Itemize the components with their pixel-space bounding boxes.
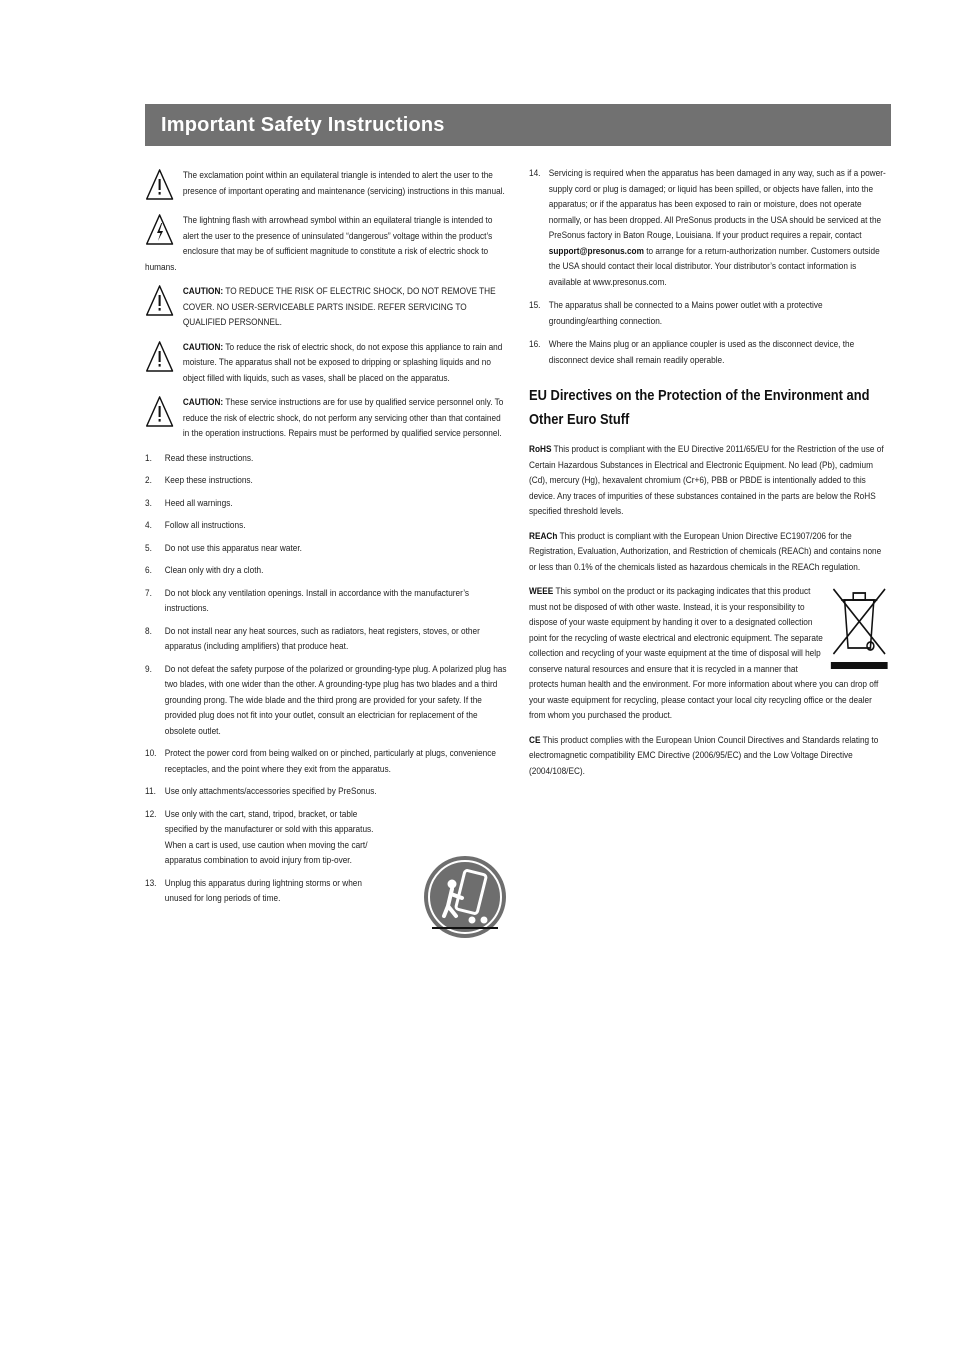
warning-label: CAUTION: bbox=[182, 397, 224, 408]
list-item bbox=[145, 563, 507, 579]
warning-body: The lightning flash with arrowhead symbol within an equilateral triangle is intended to alert the user to the presence of uninsulated “dangerous” voltage within the product’s enclosure that may be of sufficient magnitude to constitute a risk of electric shock to humans. bbox=[145, 215, 493, 273]
eu-label: REACh bbox=[529, 530, 558, 542]
warning-body: To reduce the risk of electric shock, do not expose this appliance to rain and moisture. The apparatus shall not be exposed to dripping or splashing liquids and no object filled with liquids, such as vases, shall be placed on the apparatus. bbox=[182, 341, 503, 384]
item-number: 15. bbox=[529, 300, 541, 311]
eu-section-title: EU Directives on the Protection of the Environment and Other Euro Stuff bbox=[529, 387, 870, 428]
warning-block bbox=[145, 213, 507, 275]
list-item bbox=[145, 473, 507, 489]
item-number: 3. bbox=[145, 497, 152, 509]
warning-body: The exclamation point within an equilateral triangle is intended to alert the user to the presence of important operating and maintenance (servicing) instructions in this manual. bbox=[182, 170, 505, 197]
item-number: 7. bbox=[145, 587, 152, 599]
list-item bbox=[145, 541, 507, 557]
item-text: Do not defeat the safety purpose of the polarized or grounding-type plug. A polarized plug has two blades, with one wider than the other. A grounding-type plug has two blades and a third grounding prong. The wide blade and the third prong are provided for your safety. If the provided plug does not fit into your outlet, consult an electrician for replacement of the obsolete outlet. bbox=[164, 663, 507, 737]
item-text: Use only with the cart, stand, tripod, bracket, or table specified by the manufacturer or sold with this apparatus. When a cart is used, use caution when moving the cart/ apparatus combination to avoid injury from tip-over. bbox=[164, 808, 374, 866]
eu-paragraph bbox=[529, 584, 889, 724]
eu-directives bbox=[529, 442, 889, 779]
warning-label: CAUTION: bbox=[182, 286, 224, 297]
item-text: The apparatus shall be connected to a Mains power outlet with a protective grounding/earthing connection. bbox=[548, 300, 823, 327]
item-text: Do not install near any heat sources, such as radiators, heat registers, stoves, or other apparatus (including amplifiers) that produce heat. bbox=[164, 625, 480, 652]
item-text: Follow all instructions. bbox=[164, 520, 246, 531]
list-item bbox=[145, 518, 507, 534]
eu-paragraph bbox=[529, 733, 889, 780]
right-column bbox=[529, 166, 889, 788]
item-text-cont: to arrange for a return-authorization number. Customers outside the USA should contact their local distributor. Your distributor’s contact information is available at www.presonus.com. bbox=[548, 245, 880, 288]
eu-text: This product is compliant with the EU Directive 2011/65/EU for the Restriction of the use of Certain Hazardous Substances in Electrical and Electronic Equipment. No lead (Pb), cadmium (Cd), mercury (Hg), hexavalent chromium (Cr+6), PBB or PBDE is intentionally added to this device. Any traces of impurities of these substances contained in the parts are below the RoHS specified threshold levels. bbox=[529, 444, 884, 517]
exclamation-triangle-icon bbox=[145, 168, 174, 202]
list-item bbox=[529, 298, 889, 329]
item-link: support@presonus.com bbox=[548, 245, 644, 257]
item-number: 2. bbox=[145, 475, 152, 486]
warnings-section bbox=[145, 168, 507, 442]
list-item bbox=[145, 496, 507, 512]
warning-label: CAUTION: bbox=[182, 341, 224, 353]
warning-text bbox=[145, 395, 507, 442]
item-text: Use only attachments/accessories specified by PreSonus. bbox=[164, 786, 377, 797]
item-text: Protect the power cord from being walked on or pinched, particularly at plugs, convenience receptacles, and the point where they exit from the apparatus. bbox=[164, 748, 496, 775]
list-item bbox=[145, 662, 507, 740]
eu-text: This product is compliant with the European Union Directive EC1907/206 for the Registration, Evaluation, Authorization, and Restriction of chemicals (REACh) and contains none or less than 0.1% of the chemicals listed as hazardous chemicals in the REACh regulation. bbox=[529, 530, 882, 573]
item-number: 4. bbox=[145, 520, 152, 531]
item-text: Heed all warnings. bbox=[164, 497, 233, 509]
list-item bbox=[145, 624, 507, 655]
item-number: 13. bbox=[145, 877, 157, 889]
warning-text bbox=[145, 340, 507, 387]
item-text: Read these instructions. bbox=[164, 452, 254, 464]
weee-crossed-bin-icon bbox=[829, 584, 889, 670]
warning-body: TO REDUCE THE RISK OF ELECTRIC SHOCK, DO NOT REMOVE THE COVER. NO USER-SERVICEABLE PARTS INSIDE. REFER SERVICING TO QUALIFIED PERSONNEL. bbox=[182, 286, 496, 328]
item-number: 9. bbox=[145, 663, 152, 675]
instructions-list bbox=[145, 451, 507, 907]
item-text: Servicing is required when the apparatus has been damaged in any way, such as if a power-supply cord or plug is damaged; or liquid has been spilled, or objects have fallen, into the apparatus; or if the apparatus has been exposed to rain or moisture, does not operate normally, or has been dropped. All PreSonus products in the USA should be serviced at the PreSonus factory in Baton Rouge, Louisiana. If your product requires a repair, contact bbox=[548, 168, 886, 241]
item-number: 6. bbox=[145, 565, 152, 576]
list-item bbox=[529, 337, 889, 368]
item-number: 8. bbox=[145, 625, 152, 637]
eu-text: This product complies with the European Union Council Directives and Standards relating to electromagnetic compatibility EMC Directive (2006/95/EC) and the Low Voltage Directive (2004/108/EC). bbox=[529, 734, 879, 777]
eu-paragraph bbox=[529, 442, 889, 520]
warning-block bbox=[145, 284, 507, 331]
item-number: 11. bbox=[145, 786, 156, 797]
eu-label: RoHS bbox=[529, 444, 552, 455]
warning-body: These service instructions are for use by qualified service personnel only. To reduce the risk of electric shock, do not perform any servicing other than that contained in the operation instructions. Repairs must be performed by qualified service personnel. bbox=[182, 397, 504, 439]
item-number: 14. bbox=[529, 168, 541, 179]
warning-block bbox=[145, 395, 507, 442]
page-title: Important Safety Instructions bbox=[161, 114, 445, 136]
cart-tip-over-warning-icon bbox=[422, 854, 508, 940]
eu-label: CE bbox=[529, 734, 541, 746]
item-text: Where the Mains plug or an appliance coupler is used as the disconnect device, the disconnect device shall remain readily operable. bbox=[548, 339, 855, 366]
warning-text bbox=[145, 284, 507, 331]
list-item bbox=[145, 746, 507, 777]
list-item bbox=[145, 451, 507, 467]
item-text: Keep these instructions. bbox=[164, 475, 253, 486]
item-text: Do not block any ventilation openings. Install in accordance with the manufacturer’s instructions. bbox=[164, 587, 470, 614]
instructions-list-continued bbox=[529, 166, 889, 368]
item-number: 1. bbox=[145, 452, 152, 464]
item-number: 10. bbox=[145, 748, 157, 759]
warning-text bbox=[145, 213, 507, 275]
list-item bbox=[529, 166, 889, 290]
item-text: Unplug this apparatus during lightning storms or when unused for long periods of time. bbox=[164, 877, 363, 904]
warning-block bbox=[145, 168, 507, 204]
lightning-triangle-icon bbox=[145, 213, 174, 247]
left-column bbox=[145, 168, 507, 914]
exclamation-triangle-icon bbox=[145, 340, 174, 374]
item-number: 16. bbox=[529, 339, 541, 350]
warning-block bbox=[145, 340, 507, 387]
eu-paragraph bbox=[529, 529, 889, 576]
eu-text: This symbol on the product or its packaging indicates that this product must not be disposed of with other waste. Instead, it is your responsibility to dispose of your waste equipment by handing it over to a designated collection point for the recycling of waste electrical and electronic equipment. The separate collection and recycling of your waste equipment at the time of disposal will help conserve natural resources and ensure that it is recycled in a manner that protects human health and the environment. For more information about where you can drop off your waste equipment for recycling, please contact your local city recycling office or the dealer from whom you purchased the product. bbox=[529, 586, 879, 721]
warning-text bbox=[145, 168, 507, 199]
item-number: 5. bbox=[145, 542, 152, 554]
eu-label: WEEE bbox=[529, 586, 554, 597]
exclamation-triangle-icon bbox=[145, 284, 174, 318]
list-item bbox=[145, 784, 507, 800]
exclamation-triangle-icon bbox=[145, 395, 174, 429]
header-banner bbox=[145, 104, 891, 146]
item-number: 12. bbox=[145, 808, 157, 820]
item-text: Do not use this apparatus near water. bbox=[164, 542, 302, 554]
list-item bbox=[145, 586, 507, 617]
item-text: Clean only with dry a cloth. bbox=[164, 565, 264, 576]
